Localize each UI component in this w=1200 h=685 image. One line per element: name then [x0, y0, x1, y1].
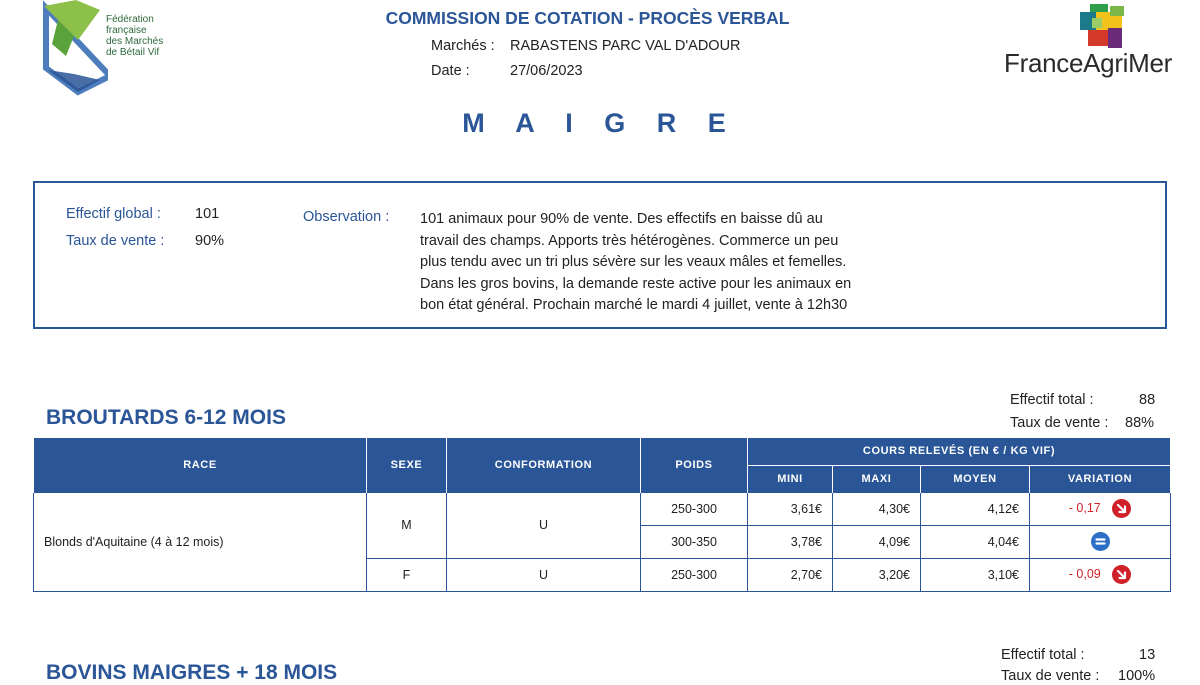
observation-label: Observation :: [303, 209, 390, 225]
col-header-race: RACE: [34, 438, 367, 492]
moyen-cell: 4,04€: [921, 525, 1030, 558]
franceagrimer-logo: [1004, 4, 1174, 84]
moyen-cell: 4,12€: [921, 492, 1030, 525]
variation-cell: [1030, 558, 1171, 591]
col-header-cours: COURS RELEVÉS (EN € / KG VIF): [748, 438, 1171, 465]
col-header-poids: POIDS: [641, 438, 748, 492]
equals-icon: [1091, 532, 1110, 551]
maxi-cell: 4,09€: [833, 525, 921, 558]
mini-cell: 3,61€: [748, 492, 833, 525]
bovins-effectif-label: Effectif total :: [1001, 647, 1085, 663]
sexe-cell: M: [367, 492, 447, 558]
mini-cell: 3,78€: [748, 525, 833, 558]
ffm-logo-text: Fédération française des Marchés de Bétail Vif: [106, 14, 164, 58]
franceagrimer-logo-text: FranceAgriMer: [1004, 48, 1173, 78]
conformation-cell: U: [447, 492, 641, 558]
variation-cell: [1030, 492, 1171, 525]
marches-value: RABASTENS PARC VAL D'ADOUR: [510, 38, 741, 54]
bovins-taux-value: 100%: [1118, 668, 1156, 684]
observation-text: 101 animaux pour 90% de vente. Des effectifs en baisse dû au travail des champs. Apports très hétérogènes. Commerce un peu plus tendu avec un tri plus sévère sur les veaux mâles et femelles. Dans les gros bovins, la demande reste active pour les animaux en bon état général. Prochain marché le mardi 4 juillet, vente à 12h30: [420, 211, 852, 313]
variation-value: - 0,09: [1068, 566, 1101, 581]
col-header-moyen: MOYEN: [921, 465, 1030, 492]
marches-label: Marchés :: [431, 38, 495, 54]
poids-cell: 300-350: [641, 525, 748, 558]
col-header-variation: VARIATION: [1030, 465, 1171, 492]
arrow-down-right-icon: [1112, 499, 1131, 518]
col-header-conformation: CONFORMATION: [447, 438, 641, 492]
effectif-global-label: Effectif global :: [66, 206, 161, 222]
franceagrimer-logo-mark: [1078, 4, 1138, 50]
conformation-cell: U: [447, 558, 641, 591]
bovins-taux-label: Taux de vente :: [1001, 668, 1100, 684]
broutards-effectif-label: Effectif total :: [1010, 392, 1094, 408]
poids-cell: 250-300: [641, 558, 748, 591]
page-title: M A I G R E: [462, 108, 738, 138]
table-row: [34, 492, 1171, 525]
broutards-taux-value: 88%: [1125, 415, 1155, 431]
maxi-cell: 4,30€: [833, 492, 921, 525]
maxi-cell: 3,20€: [833, 558, 921, 591]
effectif-global-value: 101: [195, 206, 220, 222]
sexe-cell: F: [367, 558, 447, 591]
poids-cell: 250-300: [641, 492, 748, 525]
moyen-cell: 3,10€: [921, 558, 1030, 591]
mini-cell: 2,70€: [748, 558, 833, 591]
arrow-down-right-icon: [1112, 565, 1131, 584]
race-cell: Blonds d'Aquitaine (4 à 12 mois): [34, 492, 367, 591]
col-header-mini: MINI: [748, 465, 833, 492]
date-value: 27/06/2023: [510, 63, 583, 79]
bovins-effectif-value: 13: [1139, 647, 1156, 663]
variation-value: - 0,17: [1068, 500, 1101, 515]
broutards-taux-label: Taux de vente :: [1010, 415, 1109, 431]
col-header-sexe: SEXE: [367, 438, 447, 492]
taux-vente-value: 90%: [195, 233, 225, 249]
bovins-section-title: BOVINS MAIGRES + 18 MOIS: [46, 661, 338, 684]
broutards-section-title: BROUTARDS 6-12 MOIS: [46, 406, 286, 429]
taux-vente-label: Taux de vente :: [66, 233, 165, 249]
summary-box: [33, 181, 1167, 329]
broutards-table: [33, 438, 1171, 592]
date-label: Date :: [431, 63, 470, 79]
col-header-maxi: MAXI: [833, 465, 921, 492]
variation-cell: [1030, 525, 1171, 558]
document-title: COMMISSION DE COTATION - PROCÈS VERBAL: [385, 8, 790, 28]
broutards-effectif-value: 88: [1139, 392, 1156, 408]
